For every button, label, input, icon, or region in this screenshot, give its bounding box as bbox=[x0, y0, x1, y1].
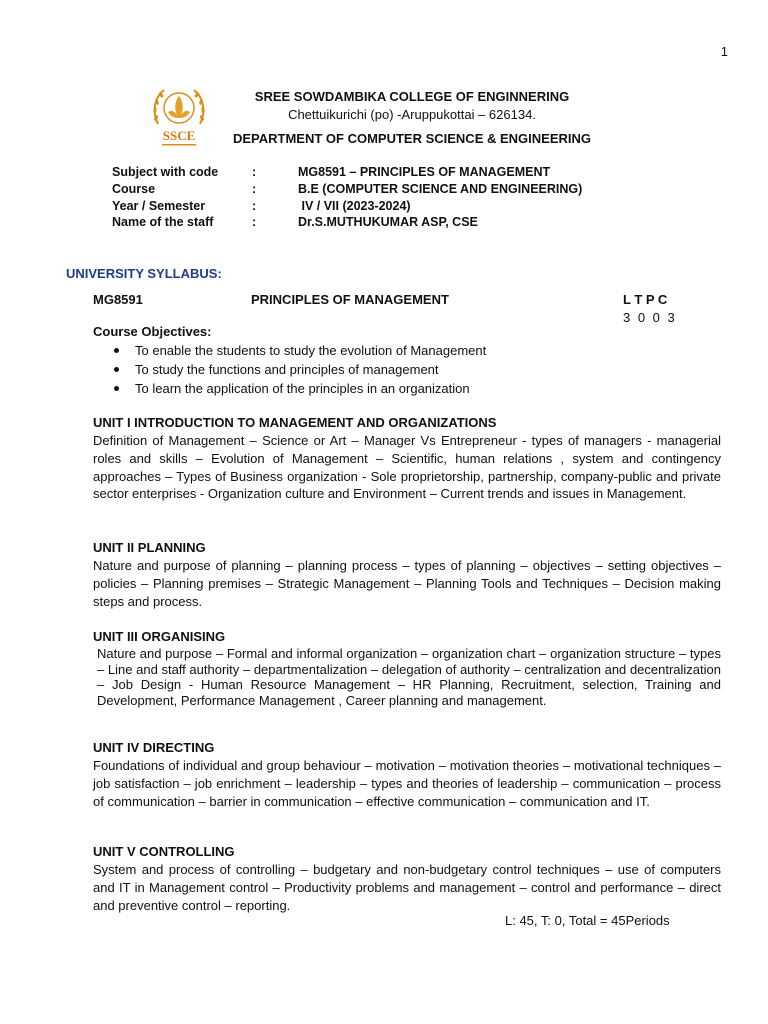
course-details bbox=[112, 165, 582, 232]
unit-5 bbox=[93, 843, 721, 914]
detail-row bbox=[112, 215, 582, 232]
syllabus-title: UNIVERSITY SYLLABUS: bbox=[66, 266, 222, 281]
list-item bbox=[112, 360, 486, 379]
page-number: 1 bbox=[720, 44, 728, 59]
unit-title: UNIT II PLANNING bbox=[93, 540, 206, 555]
unit-title: UNIT V CONTROLLING bbox=[93, 844, 235, 859]
detail-colon: : bbox=[252, 198, 257, 213]
unit-title: UNIT IV DIRECTING bbox=[93, 740, 215, 755]
total-periods: L: 45, T: 0, Total = 45Periods bbox=[505, 913, 670, 928]
subject-code-row bbox=[93, 292, 733, 310]
unit-1 bbox=[93, 414, 721, 503]
detail-row bbox=[112, 165, 582, 182]
detail-colon: : bbox=[252, 181, 257, 196]
detail-label: Course bbox=[112, 181, 156, 196]
objective-text: To enable the students to study the evolution of Management bbox=[135, 343, 487, 358]
objectives-title: Course Objectives: bbox=[93, 324, 212, 339]
detail-colon: : bbox=[252, 165, 257, 179]
unit-body: Foundations of individual and group behaviour – motivation – motivation theories – motivational techniques – job satisfaction – job enrichment – leadership – types and theories of leadership – communication – process of communication – barrier in communication – effective communication – communication and IT. bbox=[93, 758, 721, 809]
unit-2 bbox=[93, 539, 721, 610]
unit-title: UNIT I INTRODUCTION TO MANAGEMENT AND ORGANIZATIONS bbox=[93, 415, 497, 430]
unit-body: Definition of Management – Science or Art – Manager Vs Entrepreneur - types of managers - managerial roles and skills – Evolution of Management – Scientific, human relations , system and contingency approaches – Types of Business organization - Sole proprietorship, partnership, company-public and private sector enterprises - Organization culture and Environment – Current trends and issues in Management. bbox=[93, 433, 721, 502]
detail-value: IV / VII (2023-2024) bbox=[298, 198, 411, 213]
detail-value: MG8591 – PRINCIPLES OF MANAGEMENT bbox=[298, 165, 551, 179]
detail-colon: : bbox=[252, 215, 257, 230]
detail-value: Dr.S.MUTHUKUMAR ASP, CSE bbox=[298, 215, 478, 230]
bullet-icon bbox=[114, 348, 119, 353]
college-name: SREE SOWDAMBIKA COLLEGE OF ENGINNERING bbox=[254, 89, 570, 104]
objective-text: To study the functions and principles of management bbox=[135, 362, 439, 377]
department-name: DEPARTMENT OF COMPUTER SCIENCE & ENGINEERING bbox=[232, 131, 591, 146]
detail-row bbox=[112, 182, 582, 199]
college-address: Chettuikurichi (po) -Aruppukottai – 626134. bbox=[288, 107, 536, 122]
subject-code: MG8591 bbox=[93, 292, 143, 307]
list-item bbox=[112, 379, 486, 398]
detail-label: Name of the staff bbox=[112, 215, 214, 230]
unit-body: Nature and purpose – Formal and informal organization – organization chart – organization structure – types – Line and staff authority – departmentalization – delegation of authority – centralization and decentralization – Job Design - Human Resource Management – HR Planning, Recruitment, selection, Training and Development, Performance Management , Career planning and management. bbox=[97, 646, 721, 708]
bullet-icon bbox=[114, 367, 119, 372]
subject-name: PRINCIPLES OF MANAGEMENT bbox=[251, 292, 449, 307]
bullet-icon bbox=[114, 386, 119, 391]
unit-4 bbox=[93, 739, 721, 810]
logo-text: SSCE bbox=[162, 128, 196, 143]
detail-label: Subject with code bbox=[112, 165, 219, 179]
detail-value: B.E (COMPUTER SCIENCE AND ENGINEERING) bbox=[298, 181, 583, 196]
ltpc-label: L T P C bbox=[623, 292, 668, 307]
objective-text: To learn the application of the principles in an organization bbox=[135, 381, 470, 396]
unit-3 bbox=[93, 628, 721, 708]
detail-row bbox=[112, 199, 582, 216]
detail-label: Year / Semester bbox=[112, 198, 206, 213]
unit-title: UNIT III ORGANISING bbox=[93, 629, 226, 644]
list-item bbox=[112, 341, 486, 360]
objectives-list bbox=[112, 341, 486, 398]
unit-body: Nature and purpose of planning – planning process – types of planning – objectives – setting objectives – policies – Planning premises – Strategic Management – Planning Tools and Techniques – Decision making steps and process. bbox=[93, 558, 721, 609]
ltpc-values: 3 0 0 3 bbox=[623, 310, 677, 325]
unit-body: System and process of controlling – budgetary and non-budgetary control techniques – use of computers and IT in Management control – Productivity problems and management – control and performance – direct and preventive control – reporting. bbox=[93, 862, 721, 913]
